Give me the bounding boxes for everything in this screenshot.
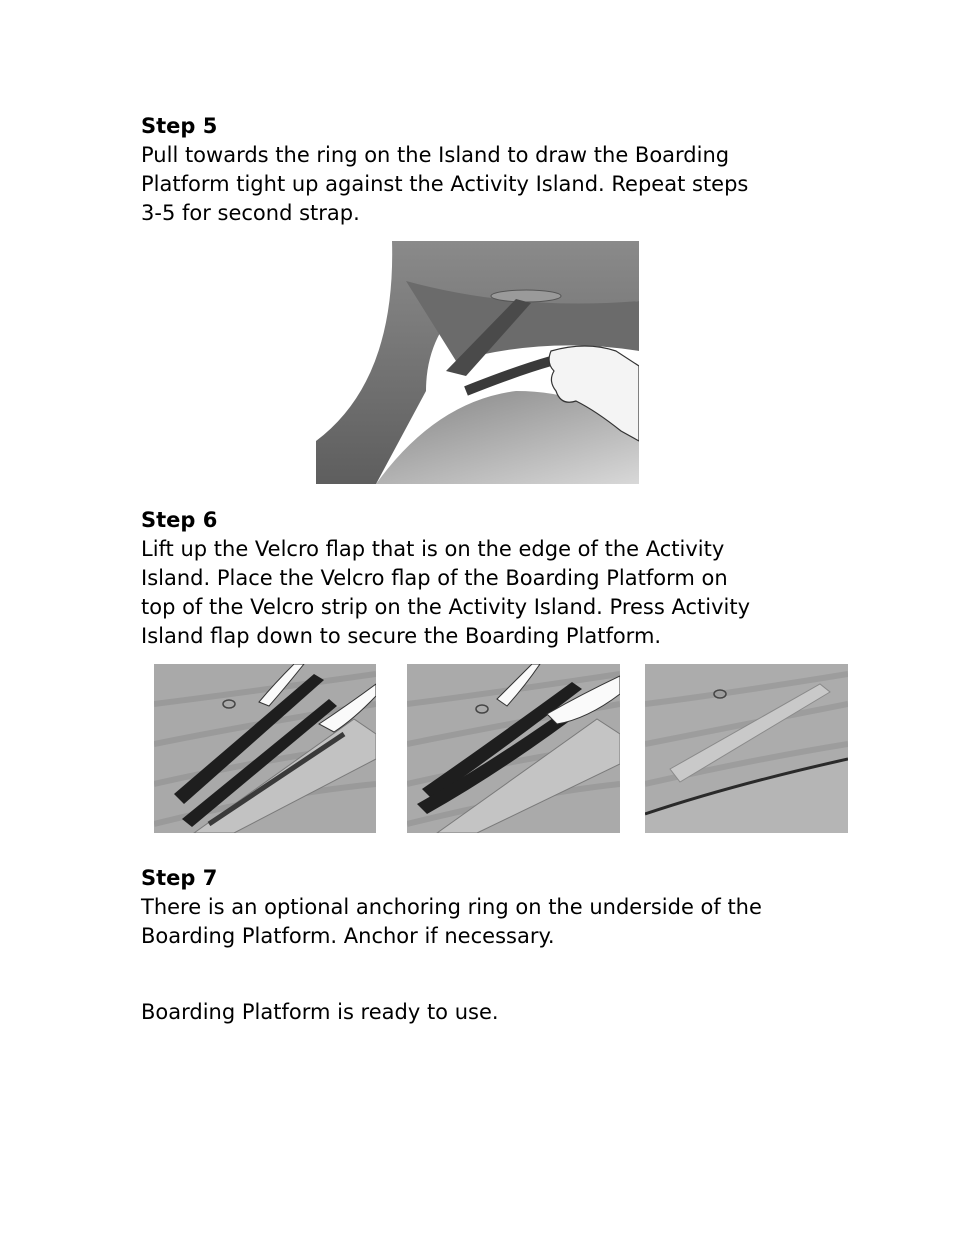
step-6: [141, 506, 821, 651]
step-7: [141, 864, 821, 951]
step-5-title: Step 5: [141, 114, 218, 138]
step-5: [141, 112, 821, 228]
step-6-title: Step 6: [141, 508, 218, 532]
step-6-text: Lift up the Velcro flap that is on the edge of the Activity Island. Place the Velcro flap of the Boarding Platform on top of the Velcro strip on the Activity Island. Press Activity Island flap down to secure the Boarding Platform.: [141, 537, 751, 648]
step-5-text: Pull towards the ring on the Island to draw the Boarding Platform tight up against the Activity Island. Repeat steps 3-5 for second strap.: [141, 143, 749, 225]
step-6-photo-3: [645, 664, 848, 833]
step-7-title: Step 7: [141, 866, 218, 890]
closing-text: Boarding Platform is ready to use.: [141, 1000, 499, 1024]
step-5-photo: [316, 241, 639, 484]
velcro-place-illustration: [407, 664, 620, 833]
velcro-lift-illustration: [154, 664, 376, 833]
step-6-photo-1: [154, 664, 376, 833]
step-7-text: There is an optional anchoring ring on the underside of the Boarding Platform. Anchor if necessary.: [141, 895, 762, 948]
strap-pull-illustration: [316, 241, 639, 484]
step-6-photo-2: [407, 664, 620, 833]
velcro-secured-illustration: [645, 664, 848, 833]
